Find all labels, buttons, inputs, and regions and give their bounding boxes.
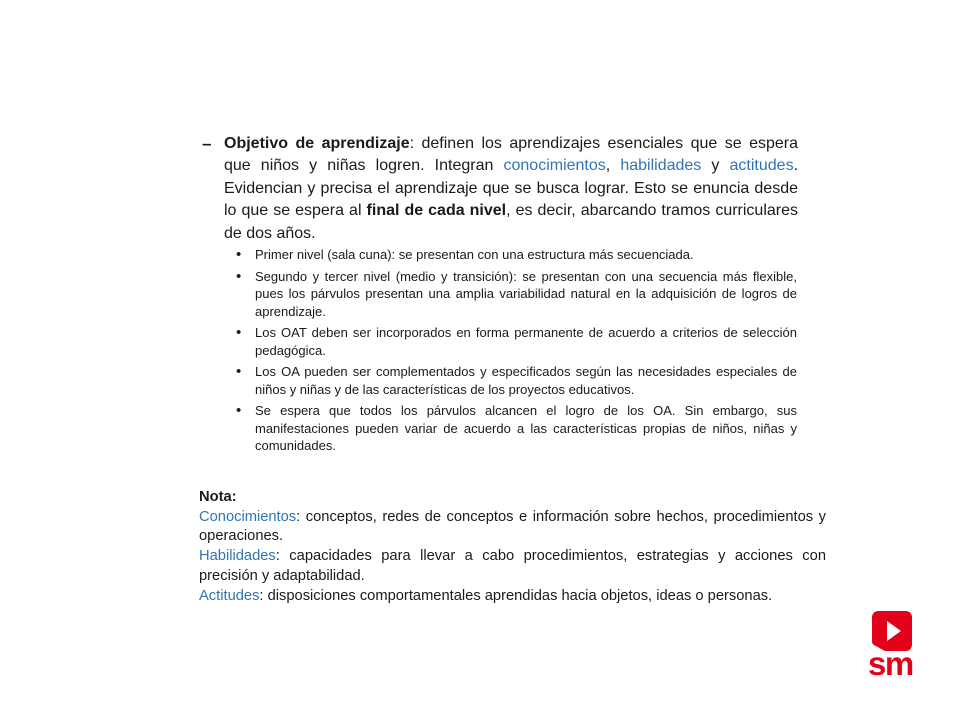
bullet-text: Se espera que todos los párvulos alcancen el logro de los OA. Sin embargo, sus manifestaciones pueden variar de acuerdo a las características propias de niños, niñas y comunidades. — [255, 403, 797, 453]
keyword-actitudes: actitudes — [729, 157, 794, 175]
note-item-habilidades — [199, 547, 826, 586]
objective-text-5: , es decir, abarcando tramos curriculares de dos años. — [224, 202, 799, 242]
objective-text-2: , — [605, 157, 621, 175]
list-item — [236, 246, 797, 264]
list-item — [236, 402, 797, 455]
sm-logo — [868, 611, 916, 681]
bullet-text: Los OA pueden ser complementados y especificados según las necesidades especiales de niños y niñas y de las características de los proyectos educativos. — [255, 364, 797, 397]
objective-text-3: y — [701, 157, 730, 175]
note-item-actitudes — [199, 587, 826, 607]
keyword-habilidades: habilidades — [620, 157, 702, 175]
objective-block — [200, 133, 798, 245]
dash-marker: – — [202, 134, 212, 153]
keyword-conocimientos: conocimientos — [503, 157, 606, 175]
note-item-conocimientos — [199, 508, 826, 547]
objective-text-4: . Evidencian y precisa el aprendizaje que se busca lograr. Esto se enuncia desde lo que se espera al — [224, 157, 799, 220]
bullet-text: Primer nivel (sala cuna): se presentan con una estructura más secuenciada. — [255, 247, 694, 262]
list-item — [236, 324, 797, 359]
bullet-text: Los OAT deben ser incorporados en forma permanente de acuerdo a criterios de selección pedagógica. — [255, 325, 797, 358]
bullet-list — [236, 246, 797, 459]
bullet-icon: • — [236, 324, 242, 341]
list-item — [236, 363, 797, 398]
note-block — [199, 488, 826, 606]
bullet-icon: • — [236, 402, 242, 419]
note-definition: : conceptos, redes de conceptos e información sobre hechos, procedimientos y operaciones. — [199, 508, 826, 545]
bullet-icon: • — [236, 267, 242, 285]
list-item — [236, 268, 797, 321]
objective-text-1: : definen los aprendizajes esenciales que se espera que niños y niñas logren. Integran — [224, 135, 798, 175]
note-definition: : disposiciones comportamentales aprendidas hacia objetos, ideas o personas. — [259, 587, 773, 604]
note-term: Habilidades — [199, 548, 276, 565]
bullet-icon: • — [236, 363, 242, 380]
note-term: Conocimientos — [199, 508, 297, 525]
bullet-icon: • — [236, 246, 242, 263]
objective-emphasis: final de cada nivel — [366, 202, 507, 220]
bullet-text: Segundo y tercer nivel (medio y transición): se presentan con una secuencia más flexible, pues los párvulos presentan una amplia variabilidad natural en la adquisición de logros de aprendizaje. — [255, 268, 797, 319]
logo-wordmark: sm — [868, 645, 913, 682]
note-title: Nota: — [199, 489, 237, 505]
objective-term: Objetivo de aprendizaje — [224, 135, 410, 152]
objective-paragraph — [224, 133, 798, 245]
note-definition: : capacidades para llevar a cabo procedimientos, estrategias y acciones con precisión y adaptabilidad. — [199, 548, 826, 584]
note-term: Actitudes — [199, 587, 260, 604]
